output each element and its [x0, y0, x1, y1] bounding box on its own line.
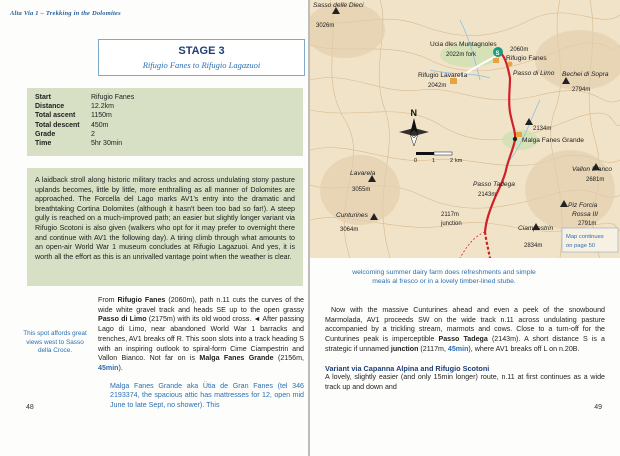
- map-label: Rifugio Lavarella: [418, 72, 468, 79]
- north-label: N: [410, 108, 417, 118]
- stat-label: Grade: [35, 130, 56, 138]
- stat-value: 5hr 30min: [91, 139, 123, 147]
- scale-unit: km: [455, 158, 463, 164]
- route-map: [310, 0, 620, 258]
- body-paragraph: [98, 296, 304, 374]
- map-label: Sasso delle Dieci: [313, 2, 364, 9]
- stat-label: Start: [35, 94, 51, 101]
- stats-row-distance: [35, 103, 134, 112]
- refuge-icon: [493, 58, 499, 63]
- text-run: (2156m,: [273, 354, 304, 363]
- map-label: 2791m: [578, 221, 597, 227]
- text-run: From: [98, 296, 118, 304]
- map-label: 2117m: [441, 212, 459, 218]
- caption-text: welcoming summer dairy farm does refreshments and simple meals al fresco or in a lovely timber-lined stube.: [352, 269, 536, 286]
- stats-row-time: [35, 140, 134, 149]
- text-run: ).: [118, 363, 123, 372]
- margin-note: This spot affords great views west to Sasso della Croce.: [23, 330, 87, 355]
- map-label: Ucia dles Muntagnoles: [430, 41, 497, 48]
- map-label: 2134m: [533, 126, 552, 132]
- map-label: Vallon Bianco: [572, 166, 613, 173]
- text-run: (2143m). A short distance S is a strategic if unnamed: [325, 335, 605, 353]
- variant-heading: Variant via Capanna Alpina and Rifugio Scotoni: [325, 363, 490, 373]
- place-name: Malga Fanes Grande: [199, 354, 274, 363]
- stat-label: Total descent: [35, 121, 80, 129]
- place-name: junction: [390, 344, 419, 353]
- text-run: (2175m) with its old wood cross. ◄ After passing Lago di Limo, near abandoned World War 1 barracks and trenches, AV1 breaks off R. This soon slots into a track heading S with an inspiring outlook to spiral-form Cime Ciampestrin and Vallon Bianco. Not far on is: [98, 315, 305, 363]
- page-number: 48: [26, 404, 34, 411]
- intro-box: [27, 168, 303, 286]
- map-label: Malga Fanes Grande: [522, 137, 584, 144]
- right-page: [310, 0, 620, 456]
- stats-row-start: [35, 94, 134, 103]
- map-label: Bechei di Sopra: [562, 71, 609, 78]
- stat-value: 1150m: [91, 112, 112, 120]
- map-continues-box: [562, 228, 618, 252]
- map-label: Cunturines: [336, 212, 368, 219]
- place-name: Rifugio Fanes: [117, 296, 166, 304]
- map-label: 2143m: [478, 192, 497, 198]
- stat-label: Total ascent: [35, 112, 76, 120]
- stat-value: 450m: [91, 121, 109, 129]
- map-label: Rifugio Fanes: [506, 55, 547, 62]
- map-label: 3064m: [340, 227, 359, 233]
- text-run: ), where AV1 breaks off L on n.20B.: [468, 344, 580, 353]
- page-number: 49: [594, 404, 602, 411]
- map-label: Rossa III: [572, 211, 599, 218]
- map-continues-label: Map continues: [566, 234, 604, 240]
- map-label: Ciampestrin: [518, 225, 554, 232]
- info-paragraph: Malga Fanes Grande aka Ütia de Gran Fanes (tel 346 2193374, the spacious attic has mattresses for 12, open mid June to late Sept, no shower). This: [110, 381, 304, 410]
- pass-icon: [508, 62, 513, 67]
- map-label: 2060m: [510, 47, 529, 53]
- farm-icon: [513, 137, 517, 141]
- hut-s-icon: S: [495, 51, 500, 57]
- scale-label: 1: [432, 158, 436, 164]
- place-name: Passo di Limo: [98, 315, 147, 324]
- stage-subtitle: Rifugio Fanes to Rifugio Lagazuoi: [142, 60, 261, 70]
- scale-label: 2: [450, 158, 454, 164]
- stat-value: 2: [91, 130, 95, 138]
- map-label: Passo Tadega: [473, 181, 515, 188]
- stat-value: Rifugio Fanes: [91, 94, 135, 101]
- map-label: 3026m: [316, 23, 335, 29]
- scale-label: 0: [414, 158, 418, 164]
- map-label: 2042m: [428, 83, 447, 89]
- place-name: Passo Tadega: [438, 335, 488, 344]
- stage-title: STAGE 3: [178, 45, 225, 57]
- stage-heading-box: [98, 39, 305, 76]
- map-label: 3055m: [352, 187, 371, 193]
- intro-text: A laidback stroll along historic military tracks and across undulating stony pasture uplands becomes, little by little, more enthralling as all manner of Dolomites are approached. The Forcella del Lago marks AV1's entry into the dramatic and breathtaking Cortina Dolomites (although it hasn't been too bad so far!). A steep gully is reached on a much-improved path; an easier but slightly longer variant via Rifugio Scotoni is also given (walkers who opt for it may prefer to overnight there and continue with AV1 the following day). A tiring climb through what amounts to an open-air World War 1 museum concludes at Rifugio Lagazuoi. And yes, it is worth all the effort as this is an unrivalled vantage point when the weather is clear.: [35, 176, 295, 261]
- stats-row-grade: [35, 131, 134, 140]
- body-text-left: [98, 296, 304, 411]
- stage-stats-box: [27, 88, 303, 156]
- stats-table: [35, 94, 134, 149]
- running-head: Alta Via 1 – Trekking in the Dolomites: [10, 10, 121, 17]
- text-run: Now with the massive Cunturines ahead and even a peek of the snowbound Marmolada, AV1 proceeds SW on the wide track n.11 across undulating pasture accompanied by a trickling stream, marmots and cows. Close to a turn-off for the Cunturines peak is imperceptible: [325, 306, 605, 344]
- left-page: [0, 0, 308, 456]
- map-label: Passo di Limo: [513, 70, 555, 77]
- text-run: (2060m), path n.11 cuts the curves of the wide white gravel track and heads SE up to the open grassy: [98, 296, 304, 314]
- stat-label: Time: [35, 139, 52, 147]
- map-label: 2834m: [524, 243, 543, 249]
- stat-label: Distance: [35, 103, 65, 111]
- map-label: Piz Forcia: [568, 202, 598, 209]
- map-label: 2681m: [586, 177, 605, 183]
- map-continues-label: on page 50: [566, 243, 596, 249]
- variant-paragraph: A lovely, slightly easier (and only 15min longer) route, n.11 at first continues as a wide track up and down and: [325, 373, 605, 391]
- body-text-right: [325, 306, 605, 393]
- stats-row-descent: [35, 122, 134, 131]
- map-label: 2022m fork: [446, 52, 477, 58]
- map-label: 2794m: [572, 87, 591, 93]
- body-paragraph: [325, 306, 605, 355]
- map-label: junction: [441, 221, 462, 227]
- map-label: Lavarela: [350, 170, 376, 177]
- text-run: (2117m,: [418, 344, 448, 353]
- stat-value: 12.2km: [91, 103, 114, 111]
- stats-row-ascent: [35, 112, 134, 121]
- time-value: 45min: [447, 344, 469, 353]
- time-value: 45min: [98, 363, 119, 372]
